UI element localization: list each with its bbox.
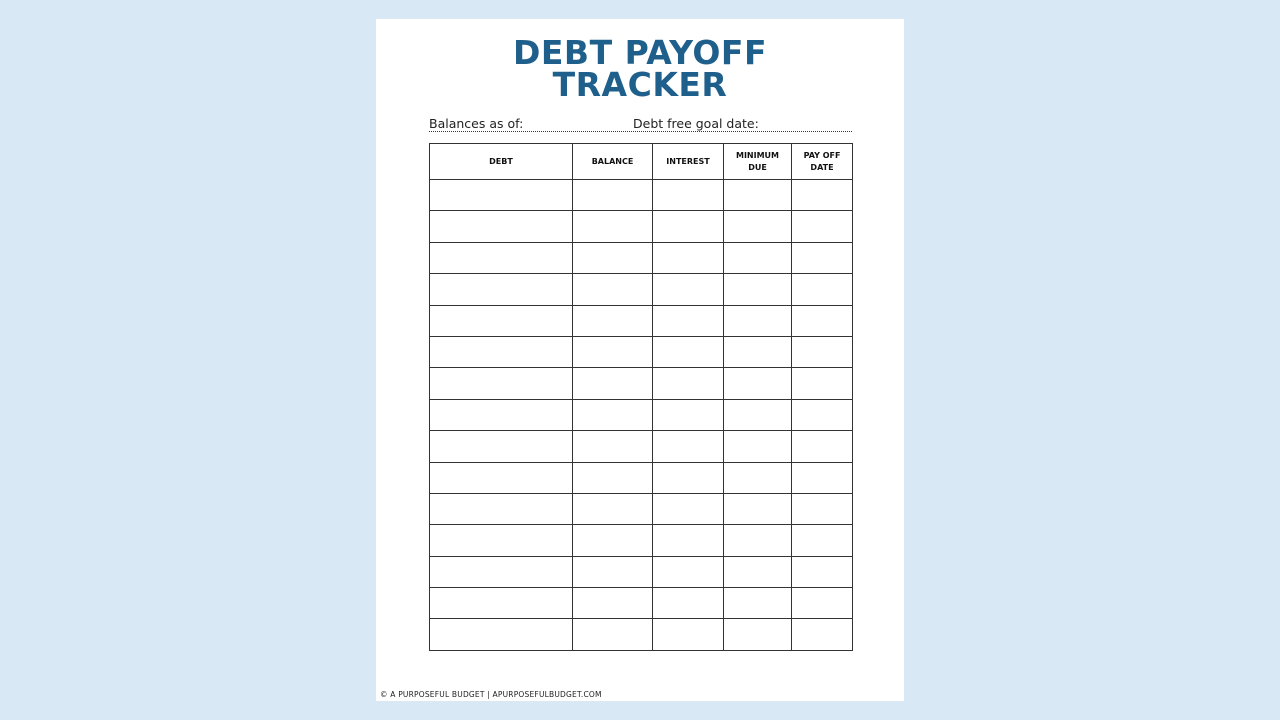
table-row bbox=[430, 431, 853, 462]
cell-pay-off-date bbox=[792, 619, 853, 650]
cell-interest bbox=[653, 180, 724, 211]
table-row bbox=[430, 211, 853, 242]
cell-pay-off-date bbox=[792, 493, 853, 524]
cell-minimum-due bbox=[724, 619, 792, 650]
cell-debt bbox=[430, 525, 573, 556]
table-row bbox=[430, 368, 853, 399]
cell-minimum-due bbox=[724, 211, 792, 242]
cell-pay-off-date bbox=[792, 242, 853, 273]
table-row bbox=[430, 242, 853, 273]
cell-balance bbox=[573, 368, 653, 399]
cell-debt bbox=[430, 462, 573, 493]
table-body bbox=[430, 180, 853, 651]
table-row bbox=[430, 336, 853, 367]
cell-minimum-due bbox=[724, 493, 792, 524]
balances-as-of-label: Balances as of: bbox=[429, 116, 524, 131]
table-row bbox=[430, 462, 853, 493]
cell-balance bbox=[573, 493, 653, 524]
cell-minimum-due bbox=[724, 462, 792, 493]
header-debt: DEBT bbox=[430, 144, 573, 180]
cell-interest bbox=[653, 368, 724, 399]
cell-balance bbox=[573, 525, 653, 556]
cell-interest bbox=[653, 525, 724, 556]
cell-balance bbox=[573, 588, 653, 619]
header-pay-off-date: PAY OFF DATE bbox=[792, 144, 853, 180]
cell-debt bbox=[430, 431, 573, 462]
fields-row bbox=[429, 116, 852, 132]
page-title-line1: DEBT PAYOFF bbox=[513, 33, 767, 72]
cell-pay-off-date bbox=[792, 588, 853, 619]
cell-pay-off-date bbox=[792, 399, 853, 430]
cell-debt bbox=[430, 305, 573, 336]
cell-interest bbox=[653, 242, 724, 273]
cell-debt bbox=[430, 399, 573, 430]
cell-minimum-due bbox=[724, 274, 792, 305]
cell-balance bbox=[573, 274, 653, 305]
cell-debt bbox=[430, 368, 573, 399]
cell-debt bbox=[430, 242, 573, 273]
cell-balance bbox=[573, 431, 653, 462]
cell-minimum-due bbox=[724, 525, 792, 556]
cell-interest bbox=[653, 619, 724, 650]
cell-interest bbox=[653, 211, 724, 242]
cell-pay-off-date bbox=[792, 368, 853, 399]
cell-debt bbox=[430, 556, 573, 587]
cell-minimum-due bbox=[724, 242, 792, 273]
cell-minimum-due bbox=[724, 336, 792, 367]
cell-interest bbox=[653, 556, 724, 587]
table-row bbox=[430, 493, 853, 524]
cell-pay-off-date bbox=[792, 274, 853, 305]
cell-interest bbox=[653, 399, 724, 430]
cell-debt bbox=[430, 336, 573, 367]
table-row bbox=[430, 274, 853, 305]
table-row bbox=[430, 305, 853, 336]
cell-pay-off-date bbox=[792, 180, 853, 211]
cell-balance bbox=[573, 305, 653, 336]
cell-balance bbox=[573, 336, 653, 367]
cell-interest bbox=[653, 588, 724, 619]
cell-interest bbox=[653, 493, 724, 524]
cell-minimum-due bbox=[724, 368, 792, 399]
cell-pay-off-date bbox=[792, 556, 853, 587]
printable-page bbox=[376, 19, 904, 701]
cell-debt bbox=[430, 274, 573, 305]
cell-pay-off-date bbox=[792, 336, 853, 367]
cell-pay-off-date bbox=[792, 431, 853, 462]
cell-minimum-due bbox=[724, 588, 792, 619]
cell-balance bbox=[573, 242, 653, 273]
cell-balance bbox=[573, 619, 653, 650]
table-row bbox=[430, 588, 853, 619]
table-row bbox=[430, 619, 853, 650]
header-interest: INTEREST bbox=[653, 144, 724, 180]
cell-minimum-due bbox=[724, 305, 792, 336]
cell-balance bbox=[573, 399, 653, 430]
cell-debt bbox=[430, 588, 573, 619]
cell-balance bbox=[573, 180, 653, 211]
cell-balance bbox=[573, 556, 653, 587]
cell-interest bbox=[653, 462, 724, 493]
cell-balance bbox=[573, 211, 653, 242]
cell-debt bbox=[430, 211, 573, 242]
header-minimum-due: MINIMUM DUE bbox=[724, 144, 792, 180]
cell-minimum-due bbox=[724, 180, 792, 211]
cell-interest bbox=[653, 305, 724, 336]
cell-debt bbox=[430, 619, 573, 650]
cell-pay-off-date bbox=[792, 305, 853, 336]
cell-interest bbox=[653, 431, 724, 462]
page-title-line2: TRACKER bbox=[552, 65, 728, 104]
cell-pay-off-date bbox=[792, 525, 853, 556]
table-header-row bbox=[430, 144, 853, 180]
footer-credit: © A PURPOSEFUL BUDGET | APURPOSEFULBUDGET.COM bbox=[380, 690, 602, 699]
table-row bbox=[430, 180, 853, 211]
cell-pay-off-date bbox=[792, 462, 853, 493]
debt-tracker-table bbox=[429, 143, 853, 651]
header-balance: BALANCE bbox=[573, 144, 653, 180]
cell-debt bbox=[430, 493, 573, 524]
cell-balance bbox=[573, 462, 653, 493]
table-row bbox=[430, 399, 853, 430]
cell-minimum-due bbox=[724, 556, 792, 587]
cell-debt bbox=[430, 180, 573, 211]
debt-free-goal-date-label: Debt free goal date: bbox=[633, 116, 759, 131]
table-row bbox=[430, 556, 853, 587]
cell-minimum-due bbox=[724, 431, 792, 462]
cell-minimum-due bbox=[724, 399, 792, 430]
cell-interest bbox=[653, 274, 724, 305]
cell-interest bbox=[653, 336, 724, 367]
cell-pay-off-date bbox=[792, 211, 853, 242]
table-row bbox=[430, 525, 853, 556]
